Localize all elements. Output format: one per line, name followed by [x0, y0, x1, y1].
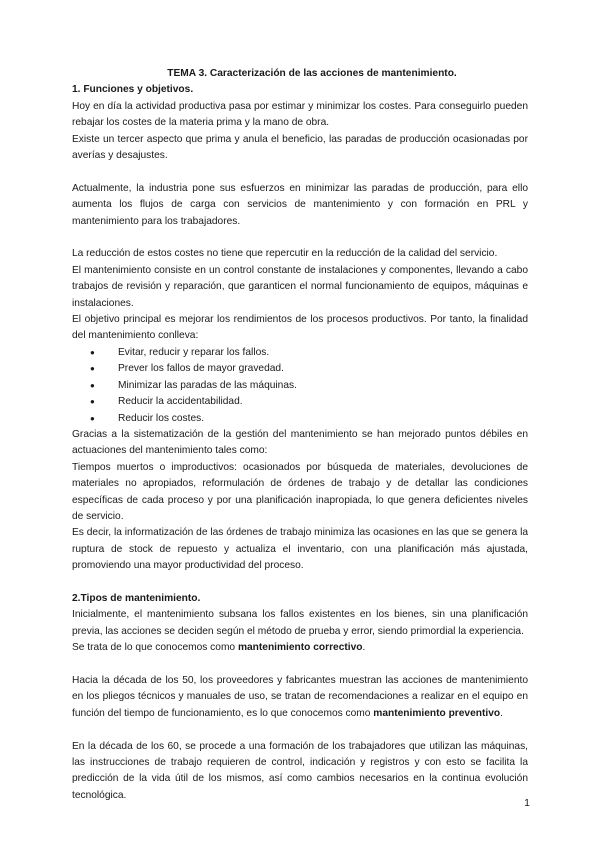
list-item: ● Minimizar las paradas de las máquinas.	[84, 378, 528, 394]
paragraph: Es decir, la informatización de las órdenes de trabajo minimiza las ocasiones en las que se genera la ruptura de stock de repuesto y actualiza el inventario, con una planificación más ajustada, promoviendo una mayor productividad del proceso.	[72, 527, 528, 572]
text-span: Hacia la década de los 50, los proveedores y fabricantes muestran las acciones de mantenimiento en los pliegos técnicos y manuales de uso, se tratan de recomendaciones a realizar en el equipo en función del tiempo de funcionamiento, es lo que conocemos como	[72, 674, 528, 719]
list-item: ● Evitar, reducir y reparar los fallos.	[84, 345, 528, 361]
paragraph: Gracias a la sistematización de la gestión del mantenimiento se han mejorado puntos débiles en actuaciones del mantenimiento tales como:	[72, 428, 528, 457]
list-item: ● Prever los fallos de mayor gravedad.	[84, 361, 528, 377]
paragraph: Actualmente, la industria pone sus esfuerzos en minimizar las paradas de producción, para ello aumenta los flujos de carga con servicios de mantenimiento y con formación en PRL y mantenimiento para los trabajadores.	[72, 182, 528, 227]
paragraph: Existe un tercer aspecto que prima y anula el beneficio, las paradas de producción ocasionadas por averías y desajustes.	[72, 133, 528, 162]
paragraph: La reducción de estos costes no tiene que repercutir en la reducción de la calidad del servicio.	[72, 248, 498, 260]
paragraph: Inicialmente, el mantenimiento subsana los fallos existentes en los bienes, sin una planificación previa, las acciones se deciden según el método de prueba y error, siendo primordial la experiencia.	[72, 609, 528, 637]
list-item: ● Reducir la accidentabilidad.	[84, 394, 528, 410]
section-2-heading: 2.Tipos de mantenimiento.	[72, 592, 201, 604]
bold-term: mantenimiento correctivo	[237, 642, 363, 654]
section-1-heading: 1. Funciones y objetivos.	[72, 84, 194, 96]
page-title: TEMA 3. Caracterización de las acciones de mantenimiento.	[167, 68, 457, 79]
paragraph	[72, 640, 528, 656]
text-span: .	[500, 707, 503, 719]
text-span: .	[362, 642, 366, 654]
paragraph: El mantenimiento consiste en un control constante de instalaciones y componentes, llevando a cabo trabajos de revisión y reparación, que garanticen el normal funcionamiento de equipos, máquinas e instalaciones.	[72, 264, 528, 309]
document-page	[72, 66, 528, 804]
paragraph: En la década de los 60, se procede a una formación de los trabajadores que utilizan las máquinas, las instrucciones de trabajo requieren de control, indicación y registros y con esto se facilita la predicción de la vida útil de los mismos, así como cambios necesarios en la continua evolución tecnológica.	[72, 740, 528, 801]
paragraph: Hoy en día la actividad productiva pasa por estimar y minimizar los costes. Para conseguirlo pueden rebajar los costes de la materia prima y la mano de obra.	[72, 100, 528, 129]
paragraph: Tiempos muertos o improductivos: ocasionados por búsqueda de materiales, devoluciones de materiales no apropiados, reformulación de órdenes de trabajo y de detallar las condiciones específicas de cada proceso y por una planificación inapropiada, lo que genera deficientes niveles de servicio.	[72, 461, 528, 522]
bold-term: mantenimiento preventivo	[373, 707, 501, 719]
page-number: 1	[524, 797, 530, 809]
list-item: ● Reducir los costes.	[84, 411, 528, 427]
objectives-list	[72, 345, 528, 427]
paragraph	[72, 673, 528, 722]
paragraph: El objetivo principal es mejorar los rendimientos de los procesos productivos. Por tanto, la finalidad del mantenimiento conlleva:	[72, 314, 528, 342]
text-span: Se trata de lo que conocemos como	[72, 642, 238, 654]
